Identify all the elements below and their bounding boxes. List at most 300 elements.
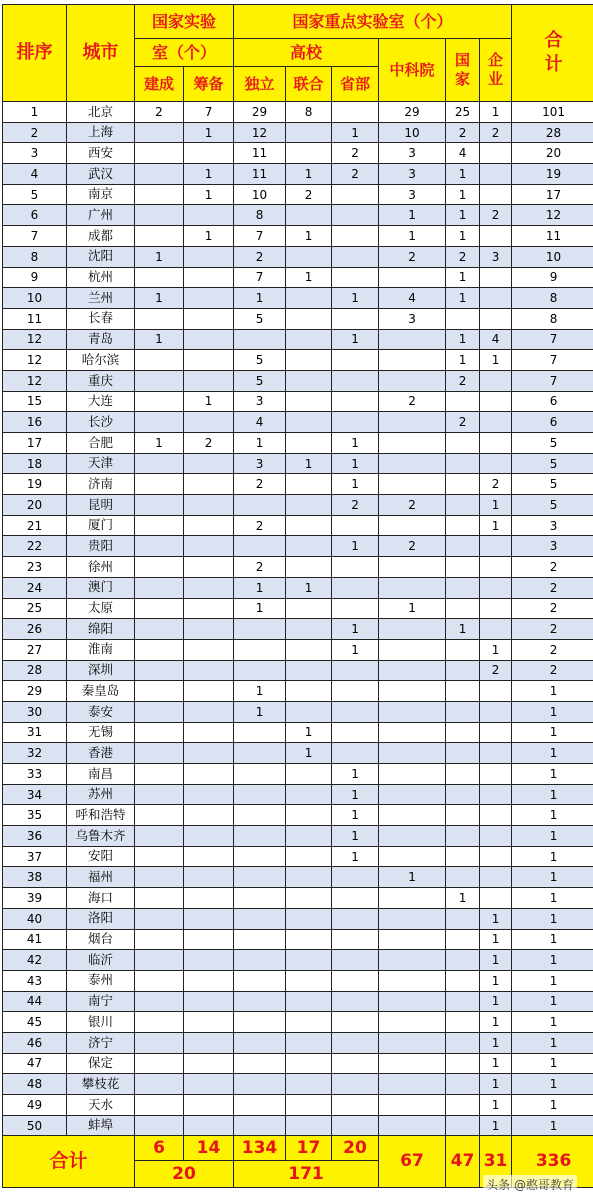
cell-total: 1 <box>512 681 593 702</box>
cell-city: 南昌 <box>67 764 135 785</box>
table-row <box>3 1115 593 1136</box>
cell-cas <box>379 1095 446 1116</box>
cell-total: 7 <box>512 350 593 371</box>
cell-built <box>135 619 184 640</box>
cell-enterprise <box>480 288 512 309</box>
cell-joint <box>286 701 332 722</box>
cell-joint <box>286 929 332 950</box>
cell-rank: 19 <box>3 474 67 495</box>
cell-total: 1 <box>512 1032 593 1053</box>
cell-independent <box>234 1074 286 1095</box>
cell-provincial: 1 <box>332 639 379 660</box>
table-header <box>3 5 593 102</box>
cell-national: 2 <box>446 122 480 143</box>
cell-city: 济宁 <box>67 1032 135 1053</box>
header-key-lab: 国家重点实验室（个） <box>234 5 512 39</box>
cell-rank: 34 <box>3 784 67 805</box>
cell-total: 1 <box>512 867 593 888</box>
cell-provincial <box>332 515 379 536</box>
table-row <box>3 846 593 867</box>
cell-independent <box>234 784 286 805</box>
cell-joint <box>286 1032 332 1053</box>
cell-rank: 3 <box>3 143 67 164</box>
cell-total: 2 <box>512 639 593 660</box>
cell-rank: 50 <box>3 1115 67 1136</box>
cell-enterprise: 1 <box>480 102 512 123</box>
cell-rank: 44 <box>3 991 67 1012</box>
cell-built <box>135 950 184 971</box>
cell-preparing <box>184 350 234 371</box>
cell-independent: 1 <box>234 598 286 619</box>
cell-built <box>135 867 184 888</box>
cell-independent: 29 <box>234 102 286 123</box>
cell-city: 厦门 <box>67 515 135 536</box>
table-row <box>3 598 593 619</box>
cell-preparing <box>184 805 234 826</box>
cell-independent <box>234 1095 286 1116</box>
cell-provincial <box>332 184 379 205</box>
cell-cas <box>379 639 446 660</box>
cell-independent: 1 <box>234 577 286 598</box>
cell-total: 6 <box>512 412 593 433</box>
cell-rank: 10 <box>3 288 67 309</box>
cell-built <box>135 639 184 660</box>
table-row <box>3 1032 593 1053</box>
cell-enterprise: 1 <box>480 1095 512 1116</box>
cell-total: 101 <box>512 102 593 123</box>
cell-independent <box>234 846 286 867</box>
cell-provincial <box>332 1074 379 1095</box>
cell-built <box>135 267 184 288</box>
header-built: 建成 <box>135 67 184 102</box>
cell-joint: 1 <box>286 226 332 247</box>
cell-city: 长春 <box>67 308 135 329</box>
cell-provincial <box>332 391 379 412</box>
cell-preparing <box>184 453 234 474</box>
cell-built: 1 <box>135 329 184 350</box>
cell-rank: 23 <box>3 557 67 578</box>
table-row <box>3 701 593 722</box>
cell-built <box>135 826 184 847</box>
cell-preparing <box>184 764 234 785</box>
cell-joint <box>286 536 332 557</box>
cell-preparing: 1 <box>184 226 234 247</box>
cell-cas <box>379 1053 446 1074</box>
cell-joint <box>286 619 332 640</box>
cell-independent <box>234 660 286 681</box>
cell-national: 2 <box>446 412 480 433</box>
cell-provincial: 1 <box>332 122 379 143</box>
cell-joint <box>286 1074 332 1095</box>
cell-cas <box>379 453 446 474</box>
cell-total: 1 <box>512 1095 593 1116</box>
cell-total: 2 <box>512 660 593 681</box>
cell-provincial <box>332 701 379 722</box>
cell-national <box>446 660 480 681</box>
cell-enterprise: 1 <box>480 1115 512 1136</box>
cell-enterprise <box>480 784 512 805</box>
cell-provincial: 2 <box>332 143 379 164</box>
cell-cas <box>379 557 446 578</box>
cell-joint: 1 <box>286 722 332 743</box>
cell-cas <box>379 805 446 826</box>
totals-university-sum: 171 <box>234 1161 379 1188</box>
cell-preparing <box>184 743 234 764</box>
cell-independent: 7 <box>234 226 286 247</box>
cell-built <box>135 308 184 329</box>
cell-rank: 26 <box>3 619 67 640</box>
cell-preparing <box>184 660 234 681</box>
cell-preparing <box>184 205 234 226</box>
cell-provincial: 1 <box>332 474 379 495</box>
cell-preparing <box>184 784 234 805</box>
cell-built <box>135 536 184 557</box>
cell-cas <box>379 660 446 681</box>
cell-enterprise <box>480 370 512 391</box>
cell-preparing <box>184 701 234 722</box>
cell-rank: 24 <box>3 577 67 598</box>
cell-joint <box>286 370 332 391</box>
cell-city: 天水 <box>67 1095 135 1116</box>
cell-preparing <box>184 288 234 309</box>
cell-city: 香港 <box>67 743 135 764</box>
cell-built: 1 <box>135 433 184 454</box>
cell-enterprise <box>480 681 512 702</box>
totals-independent: 134 <box>234 1136 286 1161</box>
cell-independent <box>234 1115 286 1136</box>
table-row <box>3 143 593 164</box>
cell-preparing <box>184 412 234 433</box>
cell-built <box>135 1115 184 1136</box>
cell-preparing: 1 <box>184 391 234 412</box>
cell-independent <box>234 888 286 909</box>
cell-rank: 7 <box>3 226 67 247</box>
cell-built <box>135 184 184 205</box>
cell-built: 1 <box>135 288 184 309</box>
cell-joint <box>286 1095 332 1116</box>
table-row <box>3 391 593 412</box>
cell-preparing <box>184 1074 234 1095</box>
cell-national <box>446 308 480 329</box>
cell-national <box>446 867 480 888</box>
cell-city: 澳门 <box>67 577 135 598</box>
cell-enterprise <box>480 743 512 764</box>
watermark: 头条 @憨哥教育 <box>483 1175 577 1194</box>
table-row <box>3 1012 593 1033</box>
cell-city: 长沙 <box>67 412 135 433</box>
cell-independent: 11 <box>234 143 286 164</box>
cell-cas: 2 <box>379 495 446 516</box>
header-preparing: 筹备 <box>184 67 234 102</box>
cell-national: 1 <box>446 619 480 640</box>
cell-built <box>135 453 184 474</box>
table-row <box>3 888 593 909</box>
cell-rank: 27 <box>3 639 67 660</box>
cell-provincial <box>332 1012 379 1033</box>
table-row <box>3 267 593 288</box>
cell-provincial <box>332 226 379 247</box>
cell-national <box>446 784 480 805</box>
cell-joint <box>286 867 332 888</box>
cell-enterprise: 4 <box>480 329 512 350</box>
cell-independent <box>234 639 286 660</box>
cell-rank: 37 <box>3 846 67 867</box>
cell-city: 广州 <box>67 205 135 226</box>
cell-national <box>446 826 480 847</box>
cell-rank: 17 <box>3 433 67 454</box>
cell-enterprise: 1 <box>480 1012 512 1033</box>
cell-built <box>135 598 184 619</box>
cell-independent <box>234 950 286 971</box>
cell-independent <box>234 970 286 991</box>
cell-joint <box>286 308 332 329</box>
totals-label: 合计 <box>3 1136 135 1188</box>
cell-joint <box>286 515 332 536</box>
cell-national <box>446 764 480 785</box>
cell-national <box>446 453 480 474</box>
cell-independent: 1 <box>234 433 286 454</box>
cell-independent: 10 <box>234 184 286 205</box>
cell-rank: 9 <box>3 267 67 288</box>
cell-independent <box>234 1053 286 1074</box>
table-row <box>3 577 593 598</box>
cell-cas <box>379 474 446 495</box>
cell-joint <box>286 412 332 433</box>
cell-city: 苏州 <box>67 784 135 805</box>
cell-preparing <box>184 1012 234 1033</box>
totals-national: 47 <box>446 1136 480 1188</box>
cell-independent <box>234 908 286 929</box>
cell-built <box>135 557 184 578</box>
totals-enterprise: 31 <box>480 1136 512 1188</box>
cell-provincial <box>332 412 379 433</box>
cell-joint <box>286 350 332 371</box>
cell-rank: 30 <box>3 701 67 722</box>
cell-cas <box>379 329 446 350</box>
cell-joint <box>286 764 332 785</box>
cell-preparing <box>184 267 234 288</box>
cell-total: 1 <box>512 743 593 764</box>
cell-independent <box>234 722 286 743</box>
cell-preparing <box>184 991 234 1012</box>
table-row <box>3 515 593 536</box>
cell-built <box>135 164 184 185</box>
cell-city: 兰州 <box>67 288 135 309</box>
table-row <box>3 205 593 226</box>
cell-total: 1 <box>512 970 593 991</box>
cell-city: 乌鲁木齐 <box>67 826 135 847</box>
cell-city: 天津 <box>67 453 135 474</box>
cell-provincial: 1 <box>332 826 379 847</box>
cell-joint: 2 <box>286 184 332 205</box>
cell-provincial <box>332 577 379 598</box>
cell-city: 哈尔滨 <box>67 350 135 371</box>
cell-national <box>446 1115 480 1136</box>
cell-total: 1 <box>512 846 593 867</box>
cell-preparing <box>184 867 234 888</box>
cell-cas <box>379 1115 446 1136</box>
cell-enterprise: 1 <box>480 950 512 971</box>
cell-built <box>135 577 184 598</box>
cell-rank: 12 <box>3 350 67 371</box>
cell-total: 5 <box>512 453 593 474</box>
cell-city: 绵阳 <box>67 619 135 640</box>
cell-rank: 4 <box>3 164 67 185</box>
cell-total: 1 <box>512 1012 593 1033</box>
cell-city: 沈阳 <box>67 246 135 267</box>
table-row <box>3 453 593 474</box>
cell-national: 4 <box>446 143 480 164</box>
table-row <box>3 950 593 971</box>
cell-rank: 40 <box>3 908 67 929</box>
cell-independent <box>234 805 286 826</box>
table-row <box>3 102 593 123</box>
cell-total: 1 <box>512 888 593 909</box>
cell-enterprise: 1 <box>480 639 512 660</box>
cell-city: 济南 <box>67 474 135 495</box>
header-national-lab-line2: 室（个） <box>135 39 234 67</box>
cell-provincial <box>332 1115 379 1136</box>
cell-enterprise <box>480 826 512 847</box>
cell-cas: 1 <box>379 205 446 226</box>
cell-cas <box>379 1012 446 1033</box>
cell-enterprise <box>480 453 512 474</box>
cell-total: 6 <box>512 391 593 412</box>
cell-enterprise <box>480 557 512 578</box>
cell-city: 成都 <box>67 226 135 247</box>
cell-cas: 3 <box>379 143 446 164</box>
cell-provincial: 1 <box>332 329 379 350</box>
cell-enterprise <box>480 267 512 288</box>
cell-joint <box>286 950 332 971</box>
cell-preparing: 1 <box>184 164 234 185</box>
cell-cas <box>379 929 446 950</box>
header-national <box>446 39 480 102</box>
cell-preparing <box>184 557 234 578</box>
cell-city: 烟台 <box>67 929 135 950</box>
cell-independent <box>234 826 286 847</box>
cell-built <box>135 929 184 950</box>
cell-independent: 2 <box>234 246 286 267</box>
cell-total: 1 <box>512 1115 593 1136</box>
totals-national-lab-sum: 20 <box>135 1161 234 1188</box>
table-row <box>3 164 593 185</box>
cell-independent: 4 <box>234 412 286 433</box>
cell-total: 2 <box>512 598 593 619</box>
cell-city: 南宁 <box>67 991 135 1012</box>
cell-rank: 35 <box>3 805 67 826</box>
cell-city: 泰州 <box>67 970 135 991</box>
cell-provincial <box>332 743 379 764</box>
cell-national <box>446 1032 480 1053</box>
cell-rank: 46 <box>3 1032 67 1053</box>
cell-city: 呼和浩特 <box>67 805 135 826</box>
table-row <box>3 1095 593 1116</box>
cell-city: 大连 <box>67 391 135 412</box>
cell-enterprise <box>480 722 512 743</box>
table-row <box>3 433 593 454</box>
cell-enterprise: 2 <box>480 205 512 226</box>
cell-enterprise: 1 <box>480 1032 512 1053</box>
table-row <box>3 370 593 391</box>
cell-provincial <box>332 598 379 619</box>
cell-city: 泰安 <box>67 701 135 722</box>
cell-total: 1 <box>512 701 593 722</box>
header-independent: 独立 <box>234 67 286 102</box>
cell-preparing <box>184 908 234 929</box>
cell-rank: 42 <box>3 950 67 971</box>
header-cas: 中科院 <box>379 39 446 102</box>
header-national-line2: 家 <box>455 70 471 88</box>
cell-preparing <box>184 681 234 702</box>
cell-city: 无锡 <box>67 722 135 743</box>
header-national-line1: 国 <box>455 50 471 69</box>
table-body <box>3 102 593 1136</box>
cell-city: 蚌埠 <box>67 1115 135 1136</box>
table-row <box>3 722 593 743</box>
table-row <box>3 536 593 557</box>
cell-joint <box>286 991 332 1012</box>
lab-ranking-table <box>2 4 593 1188</box>
cell-rank: 1 <box>3 102 67 123</box>
header-joint: 联合 <box>286 67 332 102</box>
cell-provincial <box>332 991 379 1012</box>
cell-city: 海口 <box>67 888 135 909</box>
cell-built <box>135 412 184 433</box>
cell-built <box>135 846 184 867</box>
cell-rank: 43 <box>3 970 67 991</box>
cell-cas: 3 <box>379 164 446 185</box>
cell-city: 洛阳 <box>67 908 135 929</box>
cell-joint: 1 <box>286 453 332 474</box>
cell-preparing <box>184 329 234 350</box>
cell-independent: 8 <box>234 205 286 226</box>
cell-total: 2 <box>512 619 593 640</box>
cell-total: 1 <box>512 929 593 950</box>
cell-total: 2 <box>512 577 593 598</box>
cell-cas <box>379 743 446 764</box>
table-row <box>3 474 593 495</box>
cell-national: 1 <box>446 226 480 247</box>
cell-joint <box>286 557 332 578</box>
cell-city: 北京 <box>67 102 135 123</box>
cell-rank: 16 <box>3 412 67 433</box>
cell-cas: 1 <box>379 598 446 619</box>
totals-preparing: 14 <box>184 1136 234 1161</box>
cell-joint: 1 <box>286 577 332 598</box>
cell-national: 2 <box>446 246 480 267</box>
cell-preparing <box>184 950 234 971</box>
cell-national <box>446 722 480 743</box>
cell-joint <box>286 433 332 454</box>
cell-cas: 10 <box>379 122 446 143</box>
header-total <box>512 5 593 102</box>
cell-enterprise: 1 <box>480 1053 512 1074</box>
cell-rank: 32 <box>3 743 67 764</box>
cell-national <box>446 495 480 516</box>
cell-preparing <box>184 143 234 164</box>
cell-built <box>135 1095 184 1116</box>
table-row <box>3 805 593 826</box>
cell-built <box>135 1074 184 1095</box>
table-row <box>3 929 593 950</box>
cell-rank: 47 <box>3 1053 67 1074</box>
cell-preparing: 2 <box>184 433 234 454</box>
cell-total: 1 <box>512 826 593 847</box>
cell-joint: 8 <box>286 102 332 123</box>
cell-city: 西安 <box>67 143 135 164</box>
cell-cas <box>379 888 446 909</box>
